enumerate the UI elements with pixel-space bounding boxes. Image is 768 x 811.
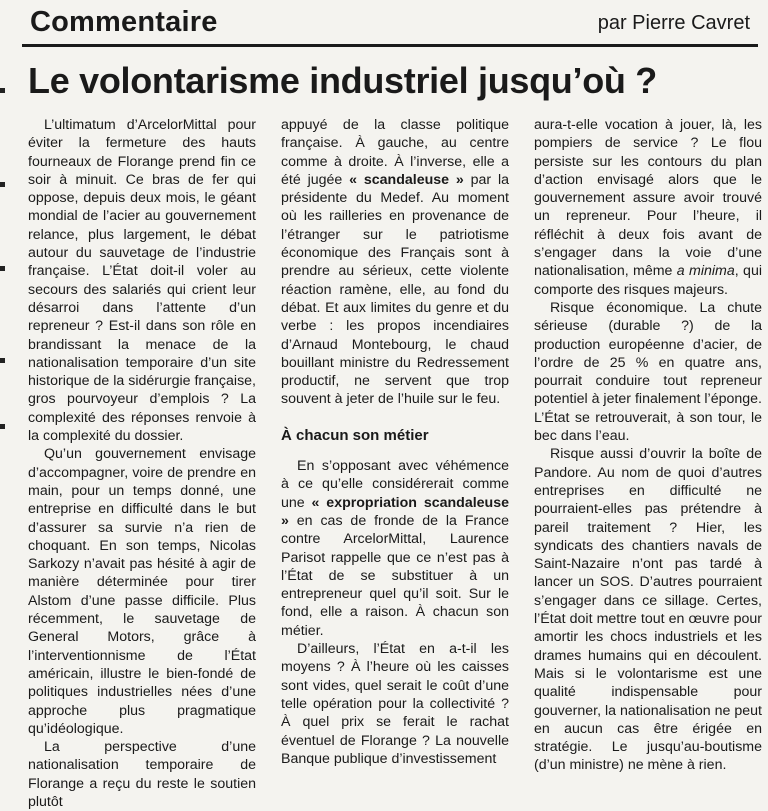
text-run: en cas de fronde de la France contre ArcelorMittal, Laurence Parisot rappelle que ce n’est pas à l’État de se substituer à un entrepreneur quel qu’il soit. Sur le fond, elle a raison. À chacun son métier. xyxy=(281,512,509,639)
margin-mark xyxy=(0,88,5,93)
text-run: appuyé de la classe politique française. À gauche, au centre comme à droite. À l’inverse, elle a été jugée xyxy=(281,117,509,188)
paragraph: L’ultimatum d’ArcelorMittal pour éviter la fermeture des hauts fourneaux de Florange prend fin ce soir à minuit. Ce bras de fer qui oppose, depuis deux mois, le géant mondial de l’acier au gouvernement relance, plus largement, le débat autour du sauvetage de l’industrie française. L’État doit-il voler au secours des salariés qui crient leur désarroi dans l’attente d’un repreneur ? Est-il dans son rôle en brandissant la menace de la nationalisation temporaire d’un site historique de la sidérurgie française, gros pourvoyeur d’emplois ? La complexité des réponses renvoie à la complexité du dossier. xyxy=(28,117,256,445)
paragraph: Risque économique. La chute sérieuse (durable ?) de la production européenne d’acier, de l’ordre de 25 % en quatre ans, pourrait conduire tout repreneur potentiel à jeter finalement l’éponge. L’État se retrouverait, à son tour, le bec dans l’eau. xyxy=(534,299,762,445)
article-headline: Le volontarisme industriel jusqu’où ? xyxy=(28,60,657,101)
paragraph xyxy=(281,116,509,409)
column-1 xyxy=(28,116,256,810)
paragraph xyxy=(281,457,509,640)
paragraph xyxy=(534,116,762,299)
paragraph: La perspective d’une nationalisation temporaire de Florange a reçu du reste le soutien plutôt xyxy=(28,739,256,810)
article-header xyxy=(22,4,756,44)
italic-phrase: a minima xyxy=(676,263,735,280)
margin-mark xyxy=(0,266,5,271)
author-byline: par Pierre Cavret xyxy=(597,12,750,34)
subheading: À chacun son métier xyxy=(281,426,429,444)
text-run: , qui comporte des risques majeurs. xyxy=(534,263,762,298)
margin-mark xyxy=(0,358,5,363)
paragraph: D’ailleurs, l’État en a-t-il les moyens ? À l’heure où les caisses sont vides, quel serait le coût d’une telle opération pour la collectivité ? À quel prix se ferait le rachat éventuel de Florange ? La nouvelle Banque publique d’investissement xyxy=(281,641,509,767)
paragraph: Qu’un gouvernement envisage d’accompagner, voire de prendre en main, pour un temps donné, une entreprise en difficulté dans le but d’assurer sa survie n’a rien de choquant. En son temps, Nicolas Sarkozy n’avait pas hésité à agir de manière déterminée pour tirer Alstom d’une passe difficile. Plus récemment, le sauvetage de General Motors, grâce à l’interventionnisme de l’État américain, illustre le bien-fondé de politiques industrielles nées d’une approche plus pragmatique qu’idéologique. xyxy=(28,446,256,737)
margin-mark xyxy=(0,424,5,429)
margin-mark xyxy=(0,182,5,187)
header-rule xyxy=(22,44,758,47)
article-body xyxy=(28,116,762,810)
section-rubric: Commentaire xyxy=(30,6,218,38)
bold-quote: « expropriation scandaleuse » xyxy=(281,494,509,529)
column-2 xyxy=(281,116,509,776)
text-run: aura-t-elle vocation à jouer, là, les pompiers de service ? Le flou persiste sur les contours du plan d’action envisagé alors que le gouvernement assure avoir trouvé un repreneur. Pour l’heure, il réfléchit à deux fois avant de s’engager dans la voie d’une nationalisation, même xyxy=(534,117,762,280)
column-3 xyxy=(534,116,762,776)
text-run: En s’opposant avec véhémence à ce qu’elle considérerait comme une xyxy=(281,458,509,511)
text-run: par la présidente du Medef. Au moment où les railleries en provenance de l’étranger sur le patriotisme économique des Français sont à prendre au sérieux, cette violente réaction ramène, elle, au fond du débat. Et aux limites du genre et du verbe : les propos incendiaires d’Arnaud Montebourg, le chaud bouillant ministre du Redressement productif, ne servent que trop souvent à jeter de l’huile sur le feu. xyxy=(281,171,509,408)
bold-quote: « scandaleuse » xyxy=(349,171,464,188)
paragraph: Risque aussi d’ouvrir la boîte de Pandore. Au nom de quoi d’autres entreprises en difficulté ne pourraient-elles pas prétendre à pareil traitement ? Hier, les syndicats des chantiers navals de Saint-Nazaire n’ont pas tardé à lancer un SOS. D’autres pourraient s’engager dans ce sillage. Certes, l’État doit mettre tout en œuvre pour amortir les chocs industriels et les drames humains qui en découlent. Mais si le volontarisme est une qualité indispensable pour gouverner, la nationalisation ne peut en aucun cas être érigée en stratégie. Le jusqu’au-boutisme (d’un ministre) ne mène à rien. xyxy=(534,446,762,774)
